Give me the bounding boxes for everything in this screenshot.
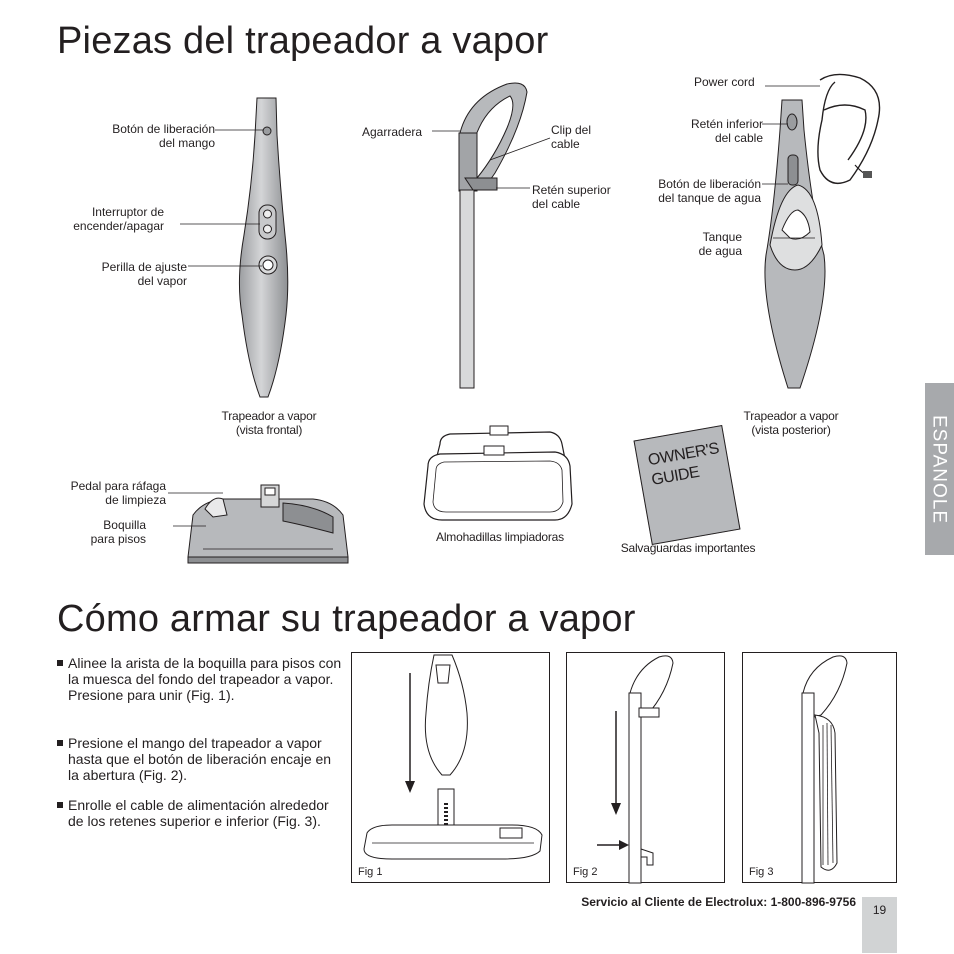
page-number-tab xyxy=(862,897,897,953)
handle-leader-lines xyxy=(432,125,542,200)
assembly-step-2: Presione el mango del trapeador a vapor hasta que el botón de liberación encaje en la abertura (Fig. 2). xyxy=(57,735,343,783)
label-power-cord: Power cord xyxy=(694,75,755,89)
caption-front-view: Trapeador a vapor (vista frontal) xyxy=(221,409,317,437)
bullet-marker xyxy=(57,660,63,666)
label-floor-nozzle: Boquilla para pisos xyxy=(90,518,146,546)
assembly-step-1: Alinee la arista de la boquilla para pisos con la muesca del fondo del trapeador a vapor. Presione para unir (Fig. 1). xyxy=(57,655,343,703)
owners-guide-cover-text: OWNER'S GUIDE xyxy=(646,440,721,489)
page-title-assembly: Cómo armar su trapeador a vapor xyxy=(57,598,636,640)
customer-service-line: Servicio al Cliente de Electrolux: 1-800-896-9756 xyxy=(581,895,856,909)
page-number: 19 xyxy=(872,903,887,917)
language-tab-label: ESPANOLE xyxy=(928,414,950,525)
label-handle-release: Botón de liberación del mango xyxy=(112,122,215,150)
floor-nozzle-leader-lines xyxy=(168,493,238,533)
bullet-marker xyxy=(57,802,63,808)
page-title-parts: Piezas del trapeador a vapor xyxy=(57,20,549,62)
figure-2-label: Fig 2 xyxy=(573,866,598,878)
label-lower-cord-hook: Retén inferior del cable xyxy=(690,117,763,145)
bullet-marker xyxy=(57,740,63,746)
figure-1-label: Fig 1 xyxy=(358,866,383,878)
label-power-switch: Interruptor de encender/apagar xyxy=(73,205,164,233)
figure-3-illustration xyxy=(743,653,898,884)
label-water-tank: Tanque de agua xyxy=(698,230,742,258)
owners-guide-booklet xyxy=(633,425,740,545)
language-tab xyxy=(925,383,954,555)
figure-3-box xyxy=(742,652,897,883)
label-tank-release: Botón de liberación del tanque de agua xyxy=(658,177,761,205)
label-burst-pedal: Pedal para ráfaga de limpieza xyxy=(70,479,166,507)
figure-2-box xyxy=(566,652,725,883)
cleaning-pads-illustration xyxy=(420,424,580,524)
figure-2-illustration xyxy=(567,653,726,884)
caption-cleaning-pads: Almohadillas limpiadoras xyxy=(436,530,564,544)
figure-1-box xyxy=(351,652,550,883)
caption-back-view: Trapeador a vapor (vista posterior) xyxy=(743,409,839,437)
label-cord-clip: Clip del cable xyxy=(551,123,592,151)
figure-3-label: Fig 3 xyxy=(749,866,774,878)
figure-1-illustration xyxy=(352,653,551,884)
assembly-step-3: Enrolle el cable de alimentación alrededor de los retenes superior e inferior (Fig. 3). xyxy=(57,797,343,829)
back-view-leader-lines xyxy=(690,80,800,250)
label-grip: Agarradera xyxy=(362,125,423,139)
label-upper-cord-hook: Retén superior del cable xyxy=(532,183,611,211)
caption-important-safeguards: Salvaguardas importantes xyxy=(620,541,756,555)
label-steam-knob: Perilla de ajuste del vapor xyxy=(101,260,187,288)
